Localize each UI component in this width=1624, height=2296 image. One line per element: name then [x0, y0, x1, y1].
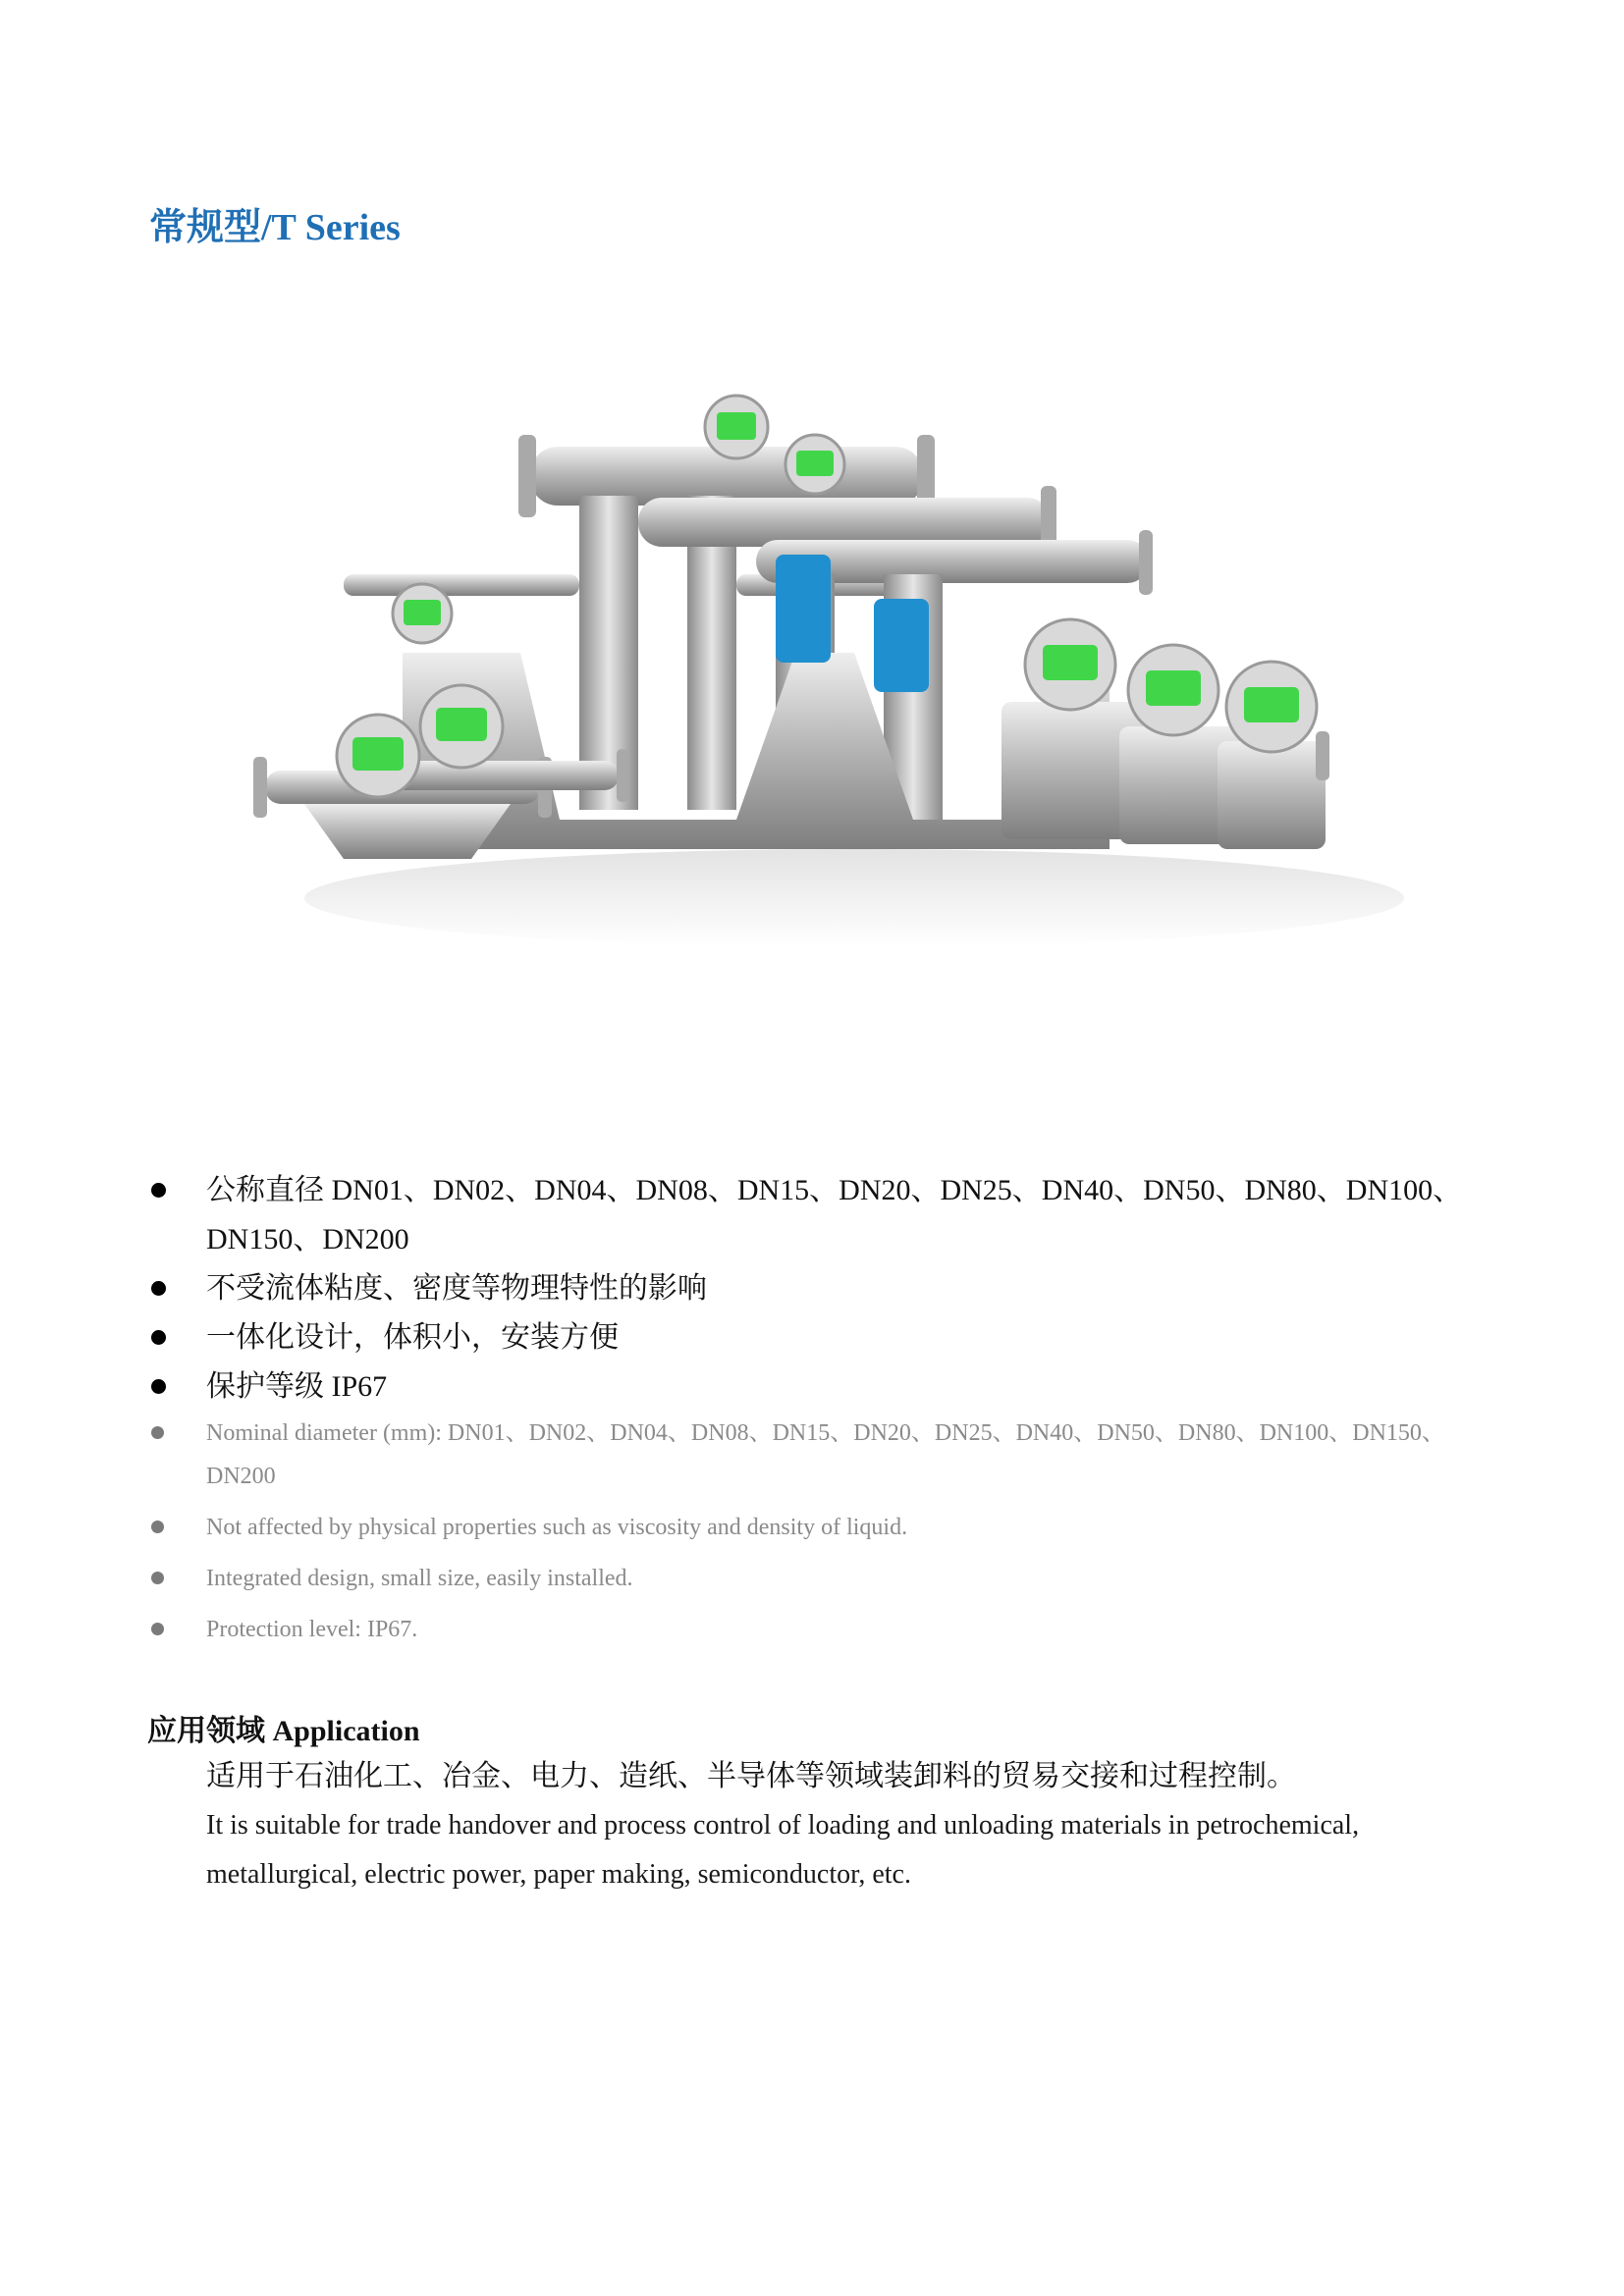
bullet-icon	[151, 1572, 164, 1584]
application-body	[206, 1752, 1512, 1899]
application-heading: 应用领域 Application	[147, 1715, 420, 1747]
feature-item-en	[147, 1412, 1502, 1498]
application-text-en: It is suitable for trade handover and process control of loading and unloading materials in petrochemical, metallurgical, electric power, paper making, semiconductor, etc.	[206, 1810, 1360, 1890]
bullet-icon	[151, 1623, 164, 1635]
bullet-icon	[151, 1183, 166, 1198]
application-text-cn: 适用于石油化工、冶金、电力、造纸、半导体等领域装卸料的贸易交接和过程控制。	[206, 1760, 1296, 1792]
bullet-icon	[151, 1281, 166, 1296]
feature-item-en	[147, 1608, 1502, 1651]
page-title: 常规型/T Series	[149, 207, 401, 248]
feature-item-cn	[147, 1264, 1502, 1313]
feature-text: Nominal diameter (mm): DN01、DN02、DN04、DN08、DN15、DN20、DN25、DN40、DN50、DN80、DN100、DN150、DN200	[206, 1420, 1445, 1489]
feature-text: Not affected by physical properties such as viscosity and density of liquid.	[206, 1515, 908, 1540]
feature-item-cn	[147, 1313, 1502, 1362]
bullet-icon	[151, 1379, 166, 1394]
feature-item-en	[147, 1506, 1502, 1549]
bullet-icon	[151, 1426, 164, 1439]
feature-text: Protection level: IP67.	[206, 1617, 418, 1642]
feature-text: 公称直径 DN01、DN02、DN04、DN08、DN15、DN20、DN25、DN40、DN50、DN80、DN100、DN150、DN200	[206, 1174, 1463, 1255]
bullet-icon	[151, 1330, 166, 1345]
feature-text: 保护等级 IP67	[206, 1370, 388, 1403]
feature-text: Integrated design, small size, easily installed.	[206, 1566, 633, 1591]
flowmeter-product-image	[226, 388, 1492, 1036]
bullet-icon	[151, 1521, 164, 1533]
feature-text: 一体化设计，体积小，安装方便	[206, 1321, 619, 1354]
feature-item-cn	[147, 1166, 1502, 1264]
feature-item-en	[147, 1557, 1502, 1600]
feature-list	[147, 1166, 1502, 1651]
feature-text: 不受流体粘度、密度等物理特性的影响	[206, 1272, 707, 1305]
feature-item-cn	[147, 1362, 1502, 1412]
